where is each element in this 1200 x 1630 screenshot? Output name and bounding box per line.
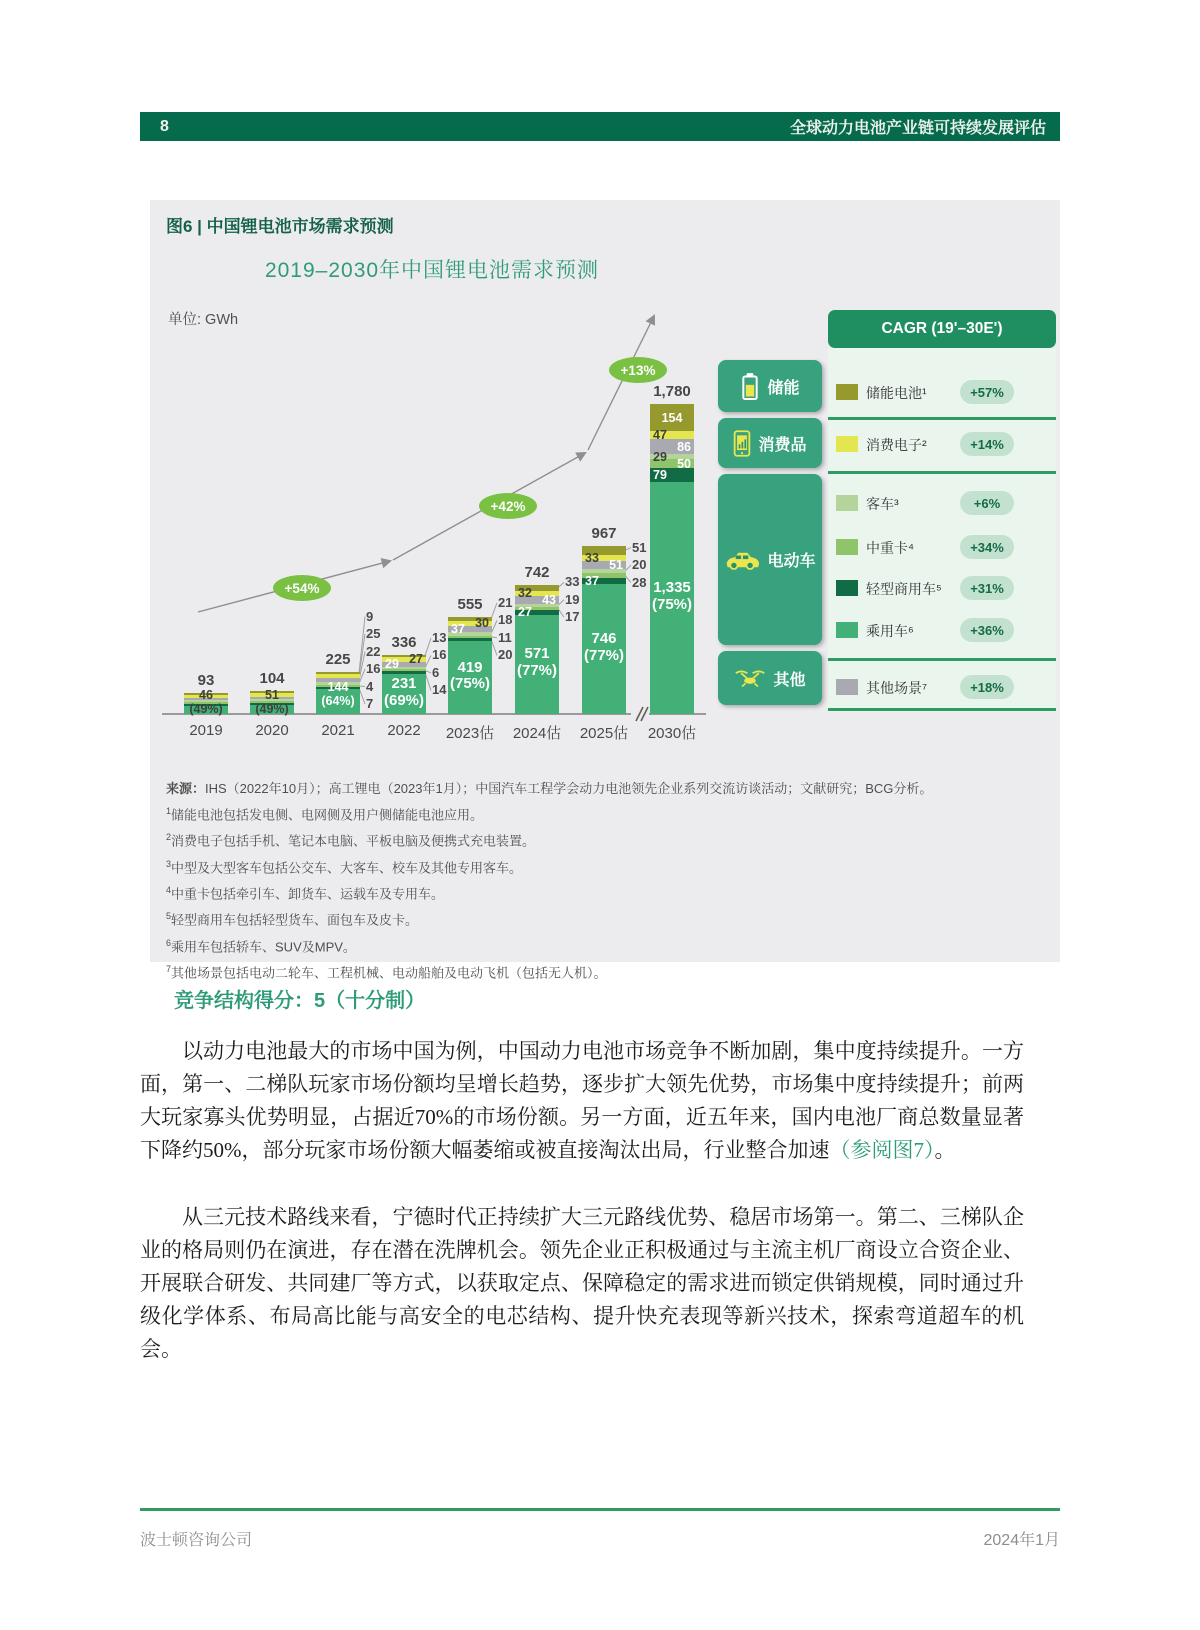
category-label: 消费品 (758, 436, 807, 454)
bar-total-label: 967 (591, 524, 617, 542)
segment-callout-label: 18 (498, 612, 513, 628)
category-label: 电动车 (767, 553, 816, 570)
segment-callout-label: 22 (366, 643, 381, 659)
footer-rule (140, 1508, 1060, 1511)
segment-value-label: 27 (409, 652, 423, 667)
x-axis-label: 2024估 (512, 725, 562, 742)
cagr-badge: +36% (960, 618, 1014, 642)
source-label: 来源： (166, 781, 206, 796)
x-axis-label: 2023估 (445, 725, 495, 742)
legend-divider (828, 708, 1056, 711)
segment-callout-label: 19 (565, 591, 580, 607)
figure-caption: 图6 | 中国锂电池市场需求预测 (166, 217, 394, 236)
legend-swatch-passenger (836, 622, 858, 638)
legend-item-label: 轻型商用车⁵ (866, 581, 942, 597)
category-label: 其他 (773, 671, 806, 689)
growth-rate-pill: +54% (273, 575, 331, 601)
segment-value-label: 37 (585, 573, 599, 588)
passenger-value-line-2: (75%) (449, 675, 490, 693)
passenger-value-line-2: (77%) (516, 662, 557, 680)
footnote-5 (166, 905, 1046, 931)
growth-rate-pill: +13% (609, 357, 667, 383)
passenger-value-line-2: (64%) (321, 693, 355, 708)
segment-value-label: 27 (518, 605, 532, 620)
legend-item-label: 中重卡⁴ (866, 540, 915, 556)
footnote-1 (166, 800, 1046, 826)
segment-value-label: 154 (661, 410, 683, 425)
cagr-badge: +14% (960, 432, 1014, 456)
footnote-3 (166, 853, 1046, 879)
x-axis-label: 2021 (321, 722, 355, 739)
legend-divider (828, 471, 1056, 474)
footnote-marker: 3 (166, 858, 172, 869)
segment-callout-label: 17 (565, 609, 580, 625)
category-box-2 (718, 418, 822, 468)
source-text: IHS（2022年10月）；高工锂电（2023年1月）；中国汽车工程学会动力电池领先企业系列交流访谈活动；文献研究；BCG分析。 (205, 781, 933, 796)
segment-value-label: 47 (653, 428, 667, 443)
passenger-value-line-1: 231 (391, 674, 417, 692)
cagr-badge: +6% (960, 491, 1014, 515)
segment-callout-label: 51 (632, 539, 647, 555)
segment-callout-label: 13 (432, 629, 447, 645)
passenger-value-label (448, 660, 492, 694)
segment-value-label: 79 (653, 467, 667, 482)
segment-value-label: 29 (385, 657, 399, 672)
legend-item-label: 储能电池¹ (866, 385, 927, 401)
phone-icon (733, 430, 751, 457)
segment-callout-label: 16 (432, 647, 447, 663)
paragraph-2: 从三元技术路线来看，宁德时代正持续扩大三元路线优势、稳居市场第一。第二、三梯队企业的格局则仍在演进，存在潜在洗牌机会。领先企业正积极通过与主流主机厂商设立合资企业、开展联合研发、共同建厂等方式，以获取定点、保障稳定的需求进而锁定供销规模，同时通过升级化学体系、布局高比能与高安全的电芯结构、提升快充表现等新兴技术，探索弯道超车的机会。 (140, 1205, 1024, 1361)
footnote-marker: 4 (166, 884, 172, 895)
passenger-value-line-1: 46 (199, 688, 213, 703)
footnote-text: 其他场景包括电动二轮车、工程机械、电动船舶及电动飞机（包括无人机）。 (171, 965, 607, 981)
category-box-4 (718, 651, 822, 705)
segment-callout-label: 14 (432, 682, 447, 698)
legend-swatch-mht (836, 539, 858, 555)
footnote-marker: 5 (166, 911, 172, 922)
source-and-footnotes (166, 778, 1046, 984)
footnote-text: 中重卡包括牵引车、卸货车、运载车及专用车。 (171, 886, 445, 902)
footnote-text: 消费电子包括手机、笔记本电脑、平板电脑及便携式充电装置。 (171, 833, 536, 849)
segment-value-label: 43 (542, 592, 556, 607)
segment-callout-label: 11 (498, 629, 512, 645)
passenger-value-line-2: (75%) (651, 595, 692, 613)
footnote-marker: 7 (166, 963, 172, 974)
footer-row (140, 1527, 1060, 1550)
passenger-value-line-2: (49%) (255, 702, 289, 717)
segment-value-label: 86 (677, 439, 691, 454)
x-axis-label: 2020 (255, 722, 289, 739)
bar-total-label: 336 (391, 633, 417, 651)
bar-total-label: 104 (259, 670, 285, 688)
legend-item-label: 其他场景⁷ (866, 680, 928, 696)
passenger-value-line-2: (77%) (583, 646, 624, 664)
passenger-value-label (650, 580, 694, 614)
drone-icon (734, 669, 766, 688)
legend-item-label: 乘用车⁶ (866, 623, 914, 639)
paragraph-1-text: 以动力电池最大的市场中国为例，中国动力电池市场竞争不断加剧，集中度持续提升。一方面，第一、二梯队玩家市场份额均呈增长趋势，逐步扩大领先优势，市场集中度持续提升；前两大玩家寡头优势明显，占据近70%的市场份额。另一方面，近五年来，国内电池厂商总数量显著下降约50%，部分玩家市场份额大幅萎缩或被直接淘汰出局，行业整合加速 (140, 1039, 1024, 1162)
category-label: 储能 (767, 379, 800, 397)
segment-callout-label: 20 (632, 557, 647, 573)
passenger-value-line-2: (69%) (383, 691, 424, 709)
legend-item-other (828, 674, 1056, 700)
footnote-marker: 1 (166, 806, 172, 816)
legend-swatch-bus (836, 495, 858, 511)
report-title: 全球动力电池产业链可持续发展评估 (789, 120, 1046, 137)
score-heading: 竞争结构得分：5（十分制） (174, 990, 426, 1012)
category-box-1 (718, 360, 822, 412)
passenger-value-label (316, 680, 360, 708)
segment-value-label: 33 (585, 550, 599, 565)
bar-total-label: 555 (457, 596, 483, 614)
body-text (140, 984, 1024, 1400)
cagr-badge: +34% (960, 535, 1014, 559)
growth-rate-pill: +42% (479, 493, 537, 519)
passenger-value-label (250, 688, 294, 716)
footnote-4 (166, 879, 1046, 905)
footnote-text: 储能电池包括发电侧、电网侧及用户侧储能电池应用。 (171, 807, 484, 823)
segment-value-label: 29 (653, 449, 667, 464)
legend-panel (828, 348, 1056, 712)
passenger-value-line-1: 746 (591, 630, 617, 648)
legend-divider (828, 417, 1056, 420)
passenger-value-label (515, 646, 559, 680)
passenger-value-line-1: 571 (524, 645, 550, 663)
segment-callout-label: 9 (366, 608, 374, 624)
segment-value-label: 32 (518, 586, 532, 601)
legend-item-bus (828, 490, 1056, 516)
passenger-value-line-1: 51 (265, 688, 279, 703)
legend-swatch-consumer (836, 436, 858, 452)
unit-label: 单位: GWh (168, 312, 239, 328)
bar-total-label: 225 (325, 650, 351, 668)
segment-callout-label: 4 (366, 678, 374, 694)
legend-swatch-other (836, 679, 858, 695)
footnote-2 (166, 826, 1046, 852)
chart-title: 2019–2030年中国锂电池需求预测 (264, 259, 600, 282)
footnote-marker: 2 (166, 832, 172, 843)
paragraph-1-end: 。 (934, 1138, 956, 1162)
segment-value-label: 30 (475, 616, 489, 631)
passenger-value-line-1: 419 (457, 658, 483, 676)
page-number: 8 (160, 117, 169, 135)
segment-callout-label: 21 (498, 594, 513, 610)
legend-item-storage (828, 379, 1056, 405)
segment-callout-label: 28 (632, 574, 647, 590)
category-box-3 (718, 474, 822, 645)
legend-divider (828, 658, 1056, 661)
x-axis-label: 2030估 (647, 725, 697, 742)
segment-callout-label: 25 (366, 626, 381, 641)
footnote-6 (166, 932, 1046, 958)
legend-swatch-lcv (836, 580, 858, 596)
cagr-badge: +18% (960, 675, 1014, 699)
legend-item-consumer (828, 431, 1056, 457)
bar-total-label: 742 (524, 563, 550, 581)
segment-value-label: 37 (451, 622, 465, 637)
x-axis-label: 2025估 (579, 725, 629, 742)
bar-total-label: 1,780 (653, 383, 691, 401)
footnote-text: 轻型商用车包括轻型货车、面包车及皮卡。 (171, 912, 419, 928)
passenger-value-line-2: (49%) (189, 702, 223, 717)
footer-company: 波士顿咨询公司 (140, 1532, 253, 1549)
cagr-header: CAGR (19'–30E') (828, 310, 1056, 348)
footnote-text: 乘用车包括轿车、SUV及MPV。 (171, 938, 356, 954)
segment-value-label: 50 (677, 456, 691, 471)
legend-item-passenger (828, 617, 1056, 643)
x-axis-label: 2019 (189, 722, 223, 739)
figure-panel (150, 200, 1060, 981)
legend-item-lcv (828, 575, 1056, 601)
footnote-text: 中型及大型客车包括公交车、大客车、校车及其他专用客车。 (171, 859, 523, 875)
cagr-badge: +57% (960, 380, 1014, 404)
legend-item-mht (828, 534, 1056, 560)
paragraph-1 (140, 1035, 1024, 1167)
footnote-7 (166, 958, 1046, 984)
page-footer (140, 1508, 1060, 1550)
legend-item-label: 消费电子² (866, 437, 927, 453)
passenger-value-line-1: 144 (327, 679, 349, 694)
car-icon (724, 550, 760, 570)
battery-icon (740, 373, 760, 400)
source-line (166, 778, 1046, 800)
page-header (140, 112, 1060, 141)
segment-callout-label: 6 (432, 664, 440, 680)
passenger-value-label (184, 688, 228, 716)
segment-callout-label: 7 (366, 696, 374, 711)
x-axis-label: 2022 (387, 722, 421, 739)
figure-7-reference-link[interactable]: （参阅图7） (829, 1138, 935, 1162)
segment-callout-label: 20 (498, 647, 513, 663)
cagr-badge: +31% (960, 576, 1014, 600)
passenger-value-line-1: 1,335 (653, 578, 691, 596)
passenger-value-label (582, 631, 626, 665)
footer-date: 2024年1月 (983, 1532, 1060, 1549)
segment-value-label: 51 (609, 557, 623, 572)
legend-item-label: 客车³ (866, 496, 899, 512)
segment-callout-label: 33 (565, 574, 580, 590)
passenger-value-label (382, 676, 426, 710)
footnote-marker: 6 (166, 937, 172, 948)
segment-callout-label: 16 (366, 661, 381, 676)
legend-swatch-storage (836, 384, 858, 400)
bar-total-label: 93 (197, 671, 215, 689)
